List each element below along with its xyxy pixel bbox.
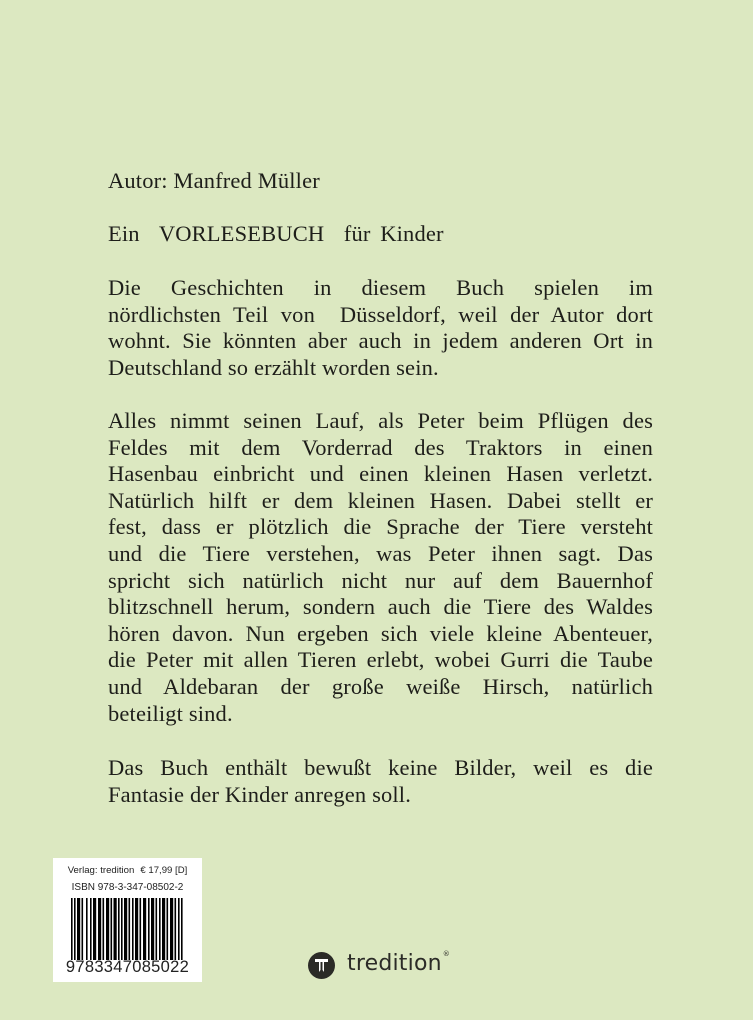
paragraph-line: Die Geschichten in diesem Buch spielen im xyxy=(108,275,653,300)
paragraph-1 xyxy=(108,275,653,381)
paragraph-line: wohnt. Sie könnten aber auch in jedem anderen Ort in xyxy=(108,328,653,354)
paragraph-line: hören davon. Nun ergeben sich viele kleine Abenteuer, xyxy=(108,620,653,646)
paragraph-line: Das Buch enthält bewußt keine Bilder, weil es die xyxy=(108,755,653,780)
paragraph-line: Feldes mit dem Vorderrad des Traktors in einen xyxy=(108,434,653,460)
paragraph-line: spricht sich natürlich nicht nur auf dem Bauernhof xyxy=(108,567,653,593)
paragraph-line: nördlichsten Teil von Düsseldorf, weil der Autor dort xyxy=(108,301,653,327)
paragraph-line: Deutschland so erzählt worden sein. xyxy=(108,354,439,380)
paragraph-line: und Aldebaran der große weiße Hirsch, natürlich xyxy=(108,673,653,699)
paragraph-2 xyxy=(108,408,653,727)
tredition-logo-icon xyxy=(308,952,335,979)
subtitle-text: Ein VORLESEBUCH für Kinder xyxy=(108,221,444,246)
paragraph-line: Fantasie der Kinder anregen soll. xyxy=(108,781,411,807)
isbn-barcode-label xyxy=(53,858,202,982)
author-text: Autor: Manfred Müller xyxy=(108,168,320,193)
paragraph-line: fest, dass er plötzlich die Sprache der Tiere versteht xyxy=(108,514,653,540)
publisher-logo xyxy=(308,950,450,980)
paragraph-line: Hasenbau einbricht und einen kleinen Hasen verletzt. xyxy=(108,461,653,487)
price-text: € 17,99 [D] xyxy=(140,865,188,876)
subtitle xyxy=(108,221,653,248)
paragraph-3 xyxy=(108,755,653,808)
paragraph-line: und die Tiere verstehen, was Peter ihnen sagt. Das xyxy=(108,540,653,566)
barcode-icon xyxy=(71,898,184,960)
registered-mark: ® xyxy=(442,950,450,958)
paragraph-line: beteiligt sind. xyxy=(108,700,233,726)
publisher-text: Verlag: tredition xyxy=(67,865,135,876)
author-line xyxy=(108,168,653,195)
paragraph-line: blitzschnell herum, sondern auch die Tiere des Waldes xyxy=(108,594,653,620)
paragraph-line: Alles nimmt seinen Lauf, als Peter beim Pflügen des xyxy=(108,408,653,433)
isbn-number: ISBN 978-3-347-08502-2 xyxy=(71,882,184,893)
publisher-price-line xyxy=(53,865,202,876)
barcode-digits: 9783347085022 xyxy=(65,958,190,976)
paragraph-line: Natürlich hilft er dem kleinen Hasen. Dabei stellt er xyxy=(108,487,653,513)
tredition-wordmark xyxy=(347,950,450,976)
paragraph-line: die Peter mit allen Tieren erlebt, wobei Gurri die Taube xyxy=(108,647,653,673)
wordmark-text: tredition xyxy=(347,951,442,976)
